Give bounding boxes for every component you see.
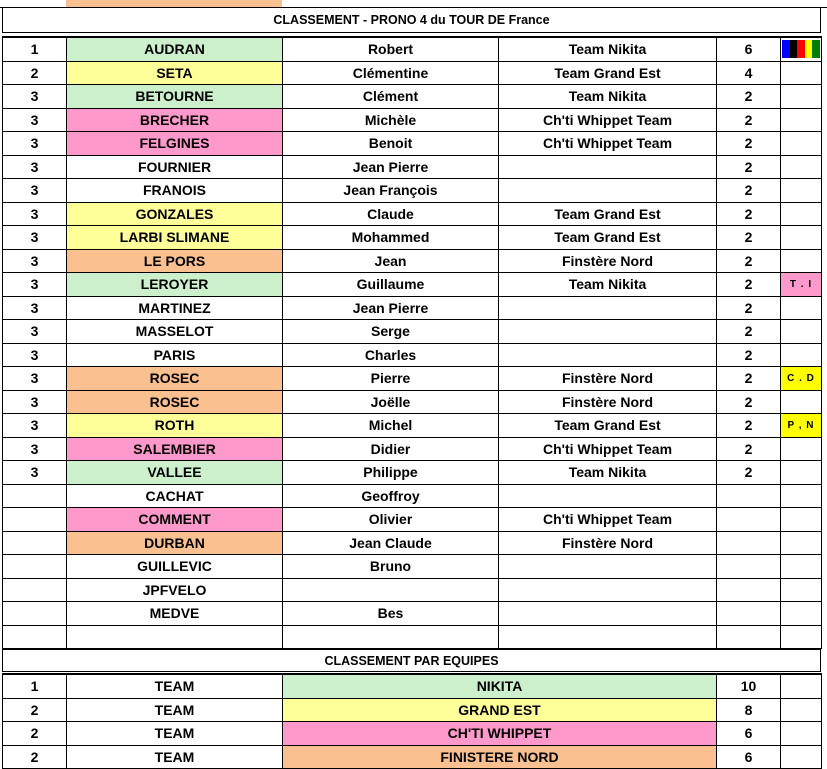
rank-cell[interactable]: 3 [3,226,67,250]
team-cell[interactable]: Team Grand Est [499,202,717,226]
jersey-cell[interactable] [781,508,822,532]
table-row [3,202,822,226]
rank-cell[interactable]: 1 [3,37,67,61]
first-name-cell[interactable]: Joëlle [283,390,499,414]
table-row [3,390,822,414]
table-row [3,132,822,156]
team-cell[interactable]: Finstère Nord [499,249,717,273]
rank-cell[interactable] [3,578,67,602]
last-name-cell[interactable]: AUDRAN [67,37,283,61]
last-name-cell[interactable]: FELGINES [67,132,283,156]
table-row [3,320,822,344]
team-label-cell[interactable]: TEAM [67,674,283,698]
first-name-cell[interactable]: Bes [283,602,499,626]
jersey-cell[interactable] [781,343,822,367]
points-cell[interactable]: 2 [717,202,781,226]
team-row [3,722,822,746]
jersey-cell[interactable] [781,61,822,85]
first-name-cell[interactable]: Charles [283,343,499,367]
first-name-cell[interactable]: Benoit [283,132,499,156]
table-row [3,625,822,649]
team-cell[interactable]: Finstère Nord [499,390,717,414]
jersey-stripe [805,40,813,58]
first-name-cell[interactable] [283,578,499,602]
team-rank-cell[interactable]: 2 [3,722,67,746]
team-cell[interactable] [499,179,717,203]
jersey-cell[interactable] [781,249,822,273]
team-cell[interactable] [499,155,717,179]
rank-cell[interactable]: 3 [3,249,67,273]
first-name-cell[interactable]: Serge [283,320,499,344]
jersey-cell[interactable] [781,484,822,508]
rank-cell[interactable]: 3 [3,85,67,109]
points-cell[interactable] [717,578,781,602]
points-cell[interactable]: 2 [717,249,781,273]
team-rank-cell[interactable]: 2 [3,745,67,769]
jersey-cell[interactable] [781,155,822,179]
team-cell[interactable]: Finstère Nord [499,531,717,555]
table-row [3,484,822,508]
jersey-cell[interactable] [781,132,822,156]
table-row [3,61,822,85]
last-name-cell[interactable]: GUILLEVIC [67,555,283,579]
team-extra-cell[interactable] [781,745,822,769]
jersey-badge[interactable]: C . D [781,367,822,391]
team-row [3,674,822,698]
rank-cell[interactable]: 3 [3,202,67,226]
table-row [3,602,822,626]
jersey-cell[interactable] [781,625,822,649]
jersey-cell[interactable] [781,555,822,579]
team-extra-cell[interactable] [781,674,822,698]
team-rank-cell[interactable]: 2 [3,698,67,722]
rank-cell[interactable]: 3 [3,414,67,438]
teams-table [2,673,822,769]
jersey-cell[interactable] [781,578,822,602]
team-cell[interactable]: Team Grand Est [499,414,717,438]
points-cell[interactable]: 2 [717,390,781,414]
first-name-cell[interactable]: Jean Pierre [283,155,499,179]
points-cell[interactable] [717,625,781,649]
table-row [3,437,822,461]
first-name-cell[interactable]: Didier [283,437,499,461]
points-cell[interactable] [717,484,781,508]
points-cell[interactable]: 2 [717,296,781,320]
last-name-cell[interactable] [67,625,283,649]
jersey-stripe [797,40,805,58]
team-points-cell[interactable]: 8 [717,698,781,722]
rank-cell[interactable]: 3 [3,155,67,179]
points-cell[interactable]: 2 [717,320,781,344]
points-cell[interactable]: 2 [717,273,781,297]
first-name-cell[interactable]: Olivier [283,508,499,532]
points-cell[interactable]: 2 [717,108,781,132]
last-name-cell[interactable]: ROSEC [67,390,283,414]
rank-cell[interactable]: 3 [3,132,67,156]
first-name-cell[interactable]: Bruno [283,555,499,579]
jersey-cell[interactable] [781,37,822,61]
points-cell[interactable]: 2 [717,179,781,203]
table-row [3,461,822,485]
first-name-cell[interactable]: Geoffroy [283,484,499,508]
team-name-cell[interactable]: GRAND EST [283,698,717,722]
rank-cell[interactable]: 3 [3,108,67,132]
rank-cell[interactable]: 2 [3,61,67,85]
first-name-cell[interactable]: Jean Claude [283,531,499,555]
table-row [3,531,822,555]
rank-cell[interactable]: 3 [3,343,67,367]
jersey-stripe [790,40,798,58]
rank-cell[interactable] [3,484,67,508]
team-cell[interactable] [499,296,717,320]
points-cell[interactable] [717,602,781,626]
first-name-cell[interactable]: Clémentine [283,61,499,85]
last-name-cell[interactable]: FOURNIER [67,155,283,179]
last-name-cell[interactable]: JPFVELO [67,578,283,602]
team-cell[interactable] [499,625,717,649]
table-row [3,343,822,367]
last-name-cell[interactable]: LARBI SLIMANE [67,226,283,250]
points-cell[interactable] [717,555,781,579]
jersey-cell[interactable] [781,202,822,226]
jersey-cell[interactable] [781,226,822,250]
jersey-stripes-icon [782,40,820,58]
rank-cell[interactable]: 3 [3,390,67,414]
points-cell[interactable]: 2 [717,343,781,367]
team-cell[interactable] [499,555,717,579]
rank-cell[interactable]: 3 [3,179,67,203]
last-name-cell[interactable]: LEROYER [67,273,283,297]
first-name-cell[interactable]: Clément [283,85,499,109]
team-cell[interactable] [499,320,717,344]
table-row [3,179,822,203]
last-name-cell[interactable]: MARTINEZ [67,296,283,320]
last-name-cell[interactable]: BETOURNE [67,85,283,109]
points-cell[interactable]: 2 [717,132,781,156]
team-label-cell[interactable]: TEAM [67,722,283,746]
last-name-cell[interactable]: FRANOIS [67,179,283,203]
ranking-table [2,36,822,649]
rank-cell[interactable] [3,555,67,579]
last-name-cell[interactable]: BRECHER [67,108,283,132]
first-name-cell[interactable]: Michèle [283,108,499,132]
team-extra-cell[interactable] [781,722,822,746]
table-row [3,273,822,297]
table-row [3,508,822,532]
table-row [3,296,822,320]
last-name-cell[interactable]: GONZALES [67,202,283,226]
last-name-cell[interactable]: DURBAN [67,531,283,555]
points-cell[interactable]: 2 [717,155,781,179]
points-cell[interactable]: 6 [717,37,781,61]
last-name-cell[interactable]: ROSEC [67,367,283,391]
jersey-cell[interactable] [781,108,822,132]
team-cell[interactable] [499,484,717,508]
points-cell[interactable] [717,531,781,555]
team-rank-cell[interactable]: 1 [3,674,67,698]
jersey-stripe [782,40,790,58]
rank-cell[interactable] [3,625,67,649]
last-name-cell[interactable]: PARIS [67,343,283,367]
jersey-cell[interactable] [781,602,822,626]
points-cell[interactable]: 2 [717,367,781,391]
team-cell[interactable]: Team Nikita [499,273,717,297]
jersey-cell[interactable] [781,461,822,485]
team-extra-cell[interactable] [781,698,822,722]
team-cell[interactable]: Team Grand Est [499,226,717,250]
jersey-stripe [812,40,820,58]
last-name-cell[interactable]: LE PORS [67,249,283,273]
team-cell[interactable] [499,343,717,367]
points-cell[interactable]: 2 [717,85,781,109]
team-cell[interactable]: Team Nikita [499,37,717,61]
team-label-cell[interactable]: TEAM [67,745,283,769]
first-name-cell[interactable]: Mohammed [283,226,499,250]
team-cell[interactable]: Team Nikita [499,85,717,109]
team-name-cell[interactable]: FINISTERE NORD [283,745,717,769]
jersey-cell[interactable] [781,390,822,414]
page-title: CLASSEMENT - PRONO 4 du TOUR DE France [2,7,821,33]
rank-cell[interactable]: 3 [3,367,67,391]
points-cell[interactable] [717,508,781,532]
jersey-badge[interactable]: T . I [781,273,822,297]
last-name-cell[interactable]: VALLEE [67,461,283,485]
team-cell[interactable]: Ch'ti Whippet Team [499,132,717,156]
rank-cell[interactable]: 3 [3,273,67,297]
table-row [3,555,822,579]
rank-cell[interactable]: 3 [3,461,67,485]
last-name-cell[interactable]: CACHAT [67,484,283,508]
first-name-cell[interactable]: Pierre [283,367,499,391]
table-row [3,155,822,179]
team-row [3,698,822,722]
jersey-cell[interactable] [781,320,822,344]
first-name-cell[interactable]: Guillaume [283,273,499,297]
team-cell[interactable]: Finstère Nord [499,367,717,391]
table-row [3,37,822,61]
team-points-cell[interactable]: 6 [717,745,781,769]
team-cell[interactable]: Team Grand Est [499,61,717,85]
last-name-cell[interactable]: MASSELOT [67,320,283,344]
first-name-cell[interactable]: Jean François [283,179,499,203]
points-cell[interactable]: 2 [717,226,781,250]
ranking-table-body [3,37,822,649]
table-row [3,367,822,391]
team-name-cell[interactable]: CH'TI WHIPPET [283,722,717,746]
rank-cell[interactable] [3,531,67,555]
jersey-badge[interactable]: P , N [781,414,822,438]
team-points-cell[interactable]: 10 [717,674,781,698]
table-row [3,108,822,132]
first-name-cell[interactable]: Jean [283,249,499,273]
team-cell[interactable]: Ch'ti Whippet Team [499,437,717,461]
first-name-cell[interactable]: Philippe [283,461,499,485]
last-name-cell[interactable]: SETA [67,61,283,85]
first-name-cell[interactable]: Claude [283,202,499,226]
last-name-cell[interactable]: COMMENT [67,508,283,532]
first-name-cell[interactable]: Michel [283,414,499,438]
last-name-cell[interactable]: ROTH [67,414,283,438]
jersey-cell[interactable] [781,296,822,320]
table-row [3,578,822,602]
teams-title: CLASSEMENT PAR EQUIPES [2,648,821,672]
first-name-cell[interactable] [283,625,499,649]
table-row [3,85,822,109]
team-cell[interactable]: Team Nikita [499,461,717,485]
jersey-cell[interactable] [781,437,822,461]
points-cell[interactable]: 2 [717,437,781,461]
points-cell[interactable]: 2 [717,414,781,438]
rank-cell[interactable]: 3 [3,296,67,320]
rank-cell[interactable] [3,602,67,626]
table-row [3,249,822,273]
team-label-cell[interactable]: TEAM [67,698,283,722]
last-name-cell[interactable]: SALEMBIER [67,437,283,461]
top-strip-cell [66,0,282,7]
rank-cell[interactable]: 3 [3,320,67,344]
table-row [3,226,822,250]
team-cell[interactable]: Ch'ti Whippet Team [499,508,717,532]
team-cell[interactable] [499,602,717,626]
jersey-cell[interactable] [781,85,822,109]
team-row [3,745,822,769]
team-points-cell[interactable]: 6 [717,722,781,746]
table-row [3,414,822,438]
rank-cell[interactable] [3,508,67,532]
last-name-cell[interactable]: MEDVE [67,602,283,626]
points-cell[interactable]: 2 [717,461,781,485]
team-cell[interactable]: Ch'ti Whippet Team [499,108,717,132]
first-name-cell[interactable]: Robert [283,37,499,61]
rank-cell[interactable]: 3 [3,437,67,461]
team-cell[interactable] [499,578,717,602]
team-name-cell[interactable]: NIKITA [283,674,717,698]
teams-table-body [3,674,822,769]
jersey-cell[interactable] [781,531,822,555]
jersey-cell[interactable] [781,179,822,203]
first-name-cell[interactable]: Jean Pierre [283,296,499,320]
points-cell[interactable]: 4 [717,61,781,85]
